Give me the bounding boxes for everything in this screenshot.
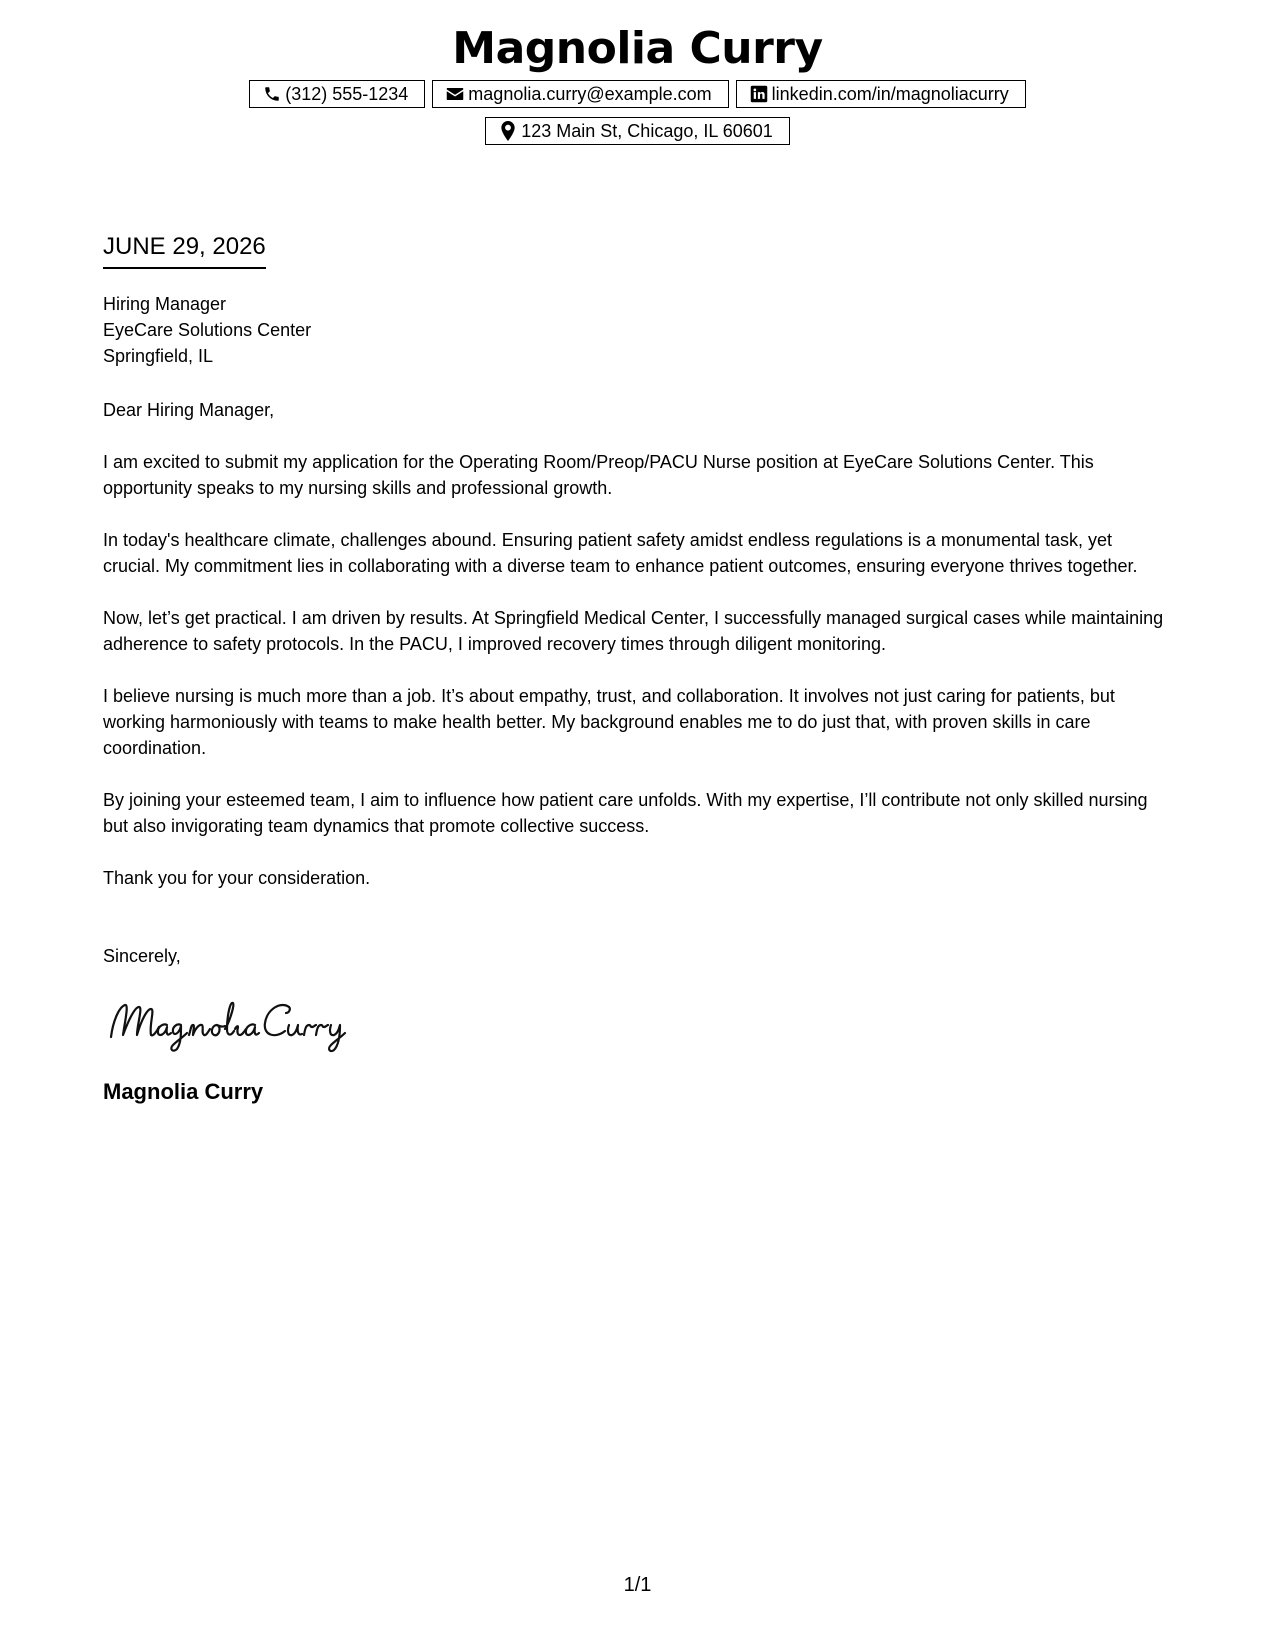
typed-signature-name: Magnolia Curry — [103, 1079, 264, 1104]
signoff: Sincerely, — [103, 946, 181, 966]
body-paragraph-2: In today's healthcare climate, challenges abound. Ensuring patient safety amidst endless regulations is a monumental task, yet crucial. My commitment lies in collaborating with a diverse team to enhance patient outcomes, ensuring everyone thrives together. — [103, 530, 1138, 576]
page-number: 1/1 — [623, 1574, 652, 1596]
contact-linkedin-text: linkedin.com/in/magnoliacurry — [771, 83, 1009, 104]
letter-body — [103, 232, 1173, 1107]
closing-thanks: Thank you for your consideration. — [103, 868, 371, 888]
recipient-location: Springfield, IL — [103, 346, 214, 366]
contact-email[interactable] — [432, 80, 728, 108]
salutation: Dear Hiring Manager, — [103, 400, 275, 420]
linkedin-icon — [749, 84, 769, 104]
body-paragraph-4: I believe nursing is much more than a job. It’s about empathy, trust, and collaboration. It involves not just caring for patients, but working harmoniously with teams to make health better. My background enables me to do just that, with proven skills in care coordination. — [103, 686, 1115, 758]
body-paragraph-1: I am excited to submit my application for the Operating Room/Preop/PACU Nurse position at EyeCare Solutions Center. This opportunity speaks to my nursing skills and professional growth. — [103, 452, 1094, 498]
map-pin-icon — [498, 121, 518, 141]
contact-phone-text: (312) 555-1234 — [285, 83, 409, 104]
contact-address[interactable] — [485, 117, 790, 145]
contact-linkedin[interactable] — [736, 80, 1026, 108]
signature-image — [103, 991, 363, 1055]
contact-row-secondary — [0, 117, 1275, 145]
contact-address-text: 123 Main St, Chicago, IL 60601 — [521, 120, 773, 141]
recipient-block — [103, 291, 1173, 369]
letter-date: JUNE 29, 2026 — [103, 232, 266, 269]
phone-icon — [262, 84, 282, 104]
contact-phone[interactable] — [249, 80, 425, 108]
contact-row-primary — [0, 80, 1275, 108]
envelope-icon — [445, 84, 465, 104]
recipient-company: EyeCare Solutions Center — [103, 320, 312, 340]
body-paragraph-3: Now, let’s get practical. I am driven by results. At Springfield Medical Center, I successfully managed surgical cases while maintaining adherence to safety protocols. In the PACU, I improved recovery times through diligent monitoring. — [103, 608, 1164, 654]
body-paragraph-5: By joining your esteemed team, I aim to influence how patient care unfolds. With my expertise, I’ll contribute not only skilled nursing but also invigorating team dynamics that promote collective success. — [103, 790, 1148, 836]
handwritten-signature — [103, 991, 1173, 1055]
contact-email-text: magnolia.curry@example.com — [468, 83, 712, 104]
applicant-name-heading: Magnolia Curry — [452, 23, 823, 74]
recipient-title: Hiring Manager — [103, 294, 227, 314]
